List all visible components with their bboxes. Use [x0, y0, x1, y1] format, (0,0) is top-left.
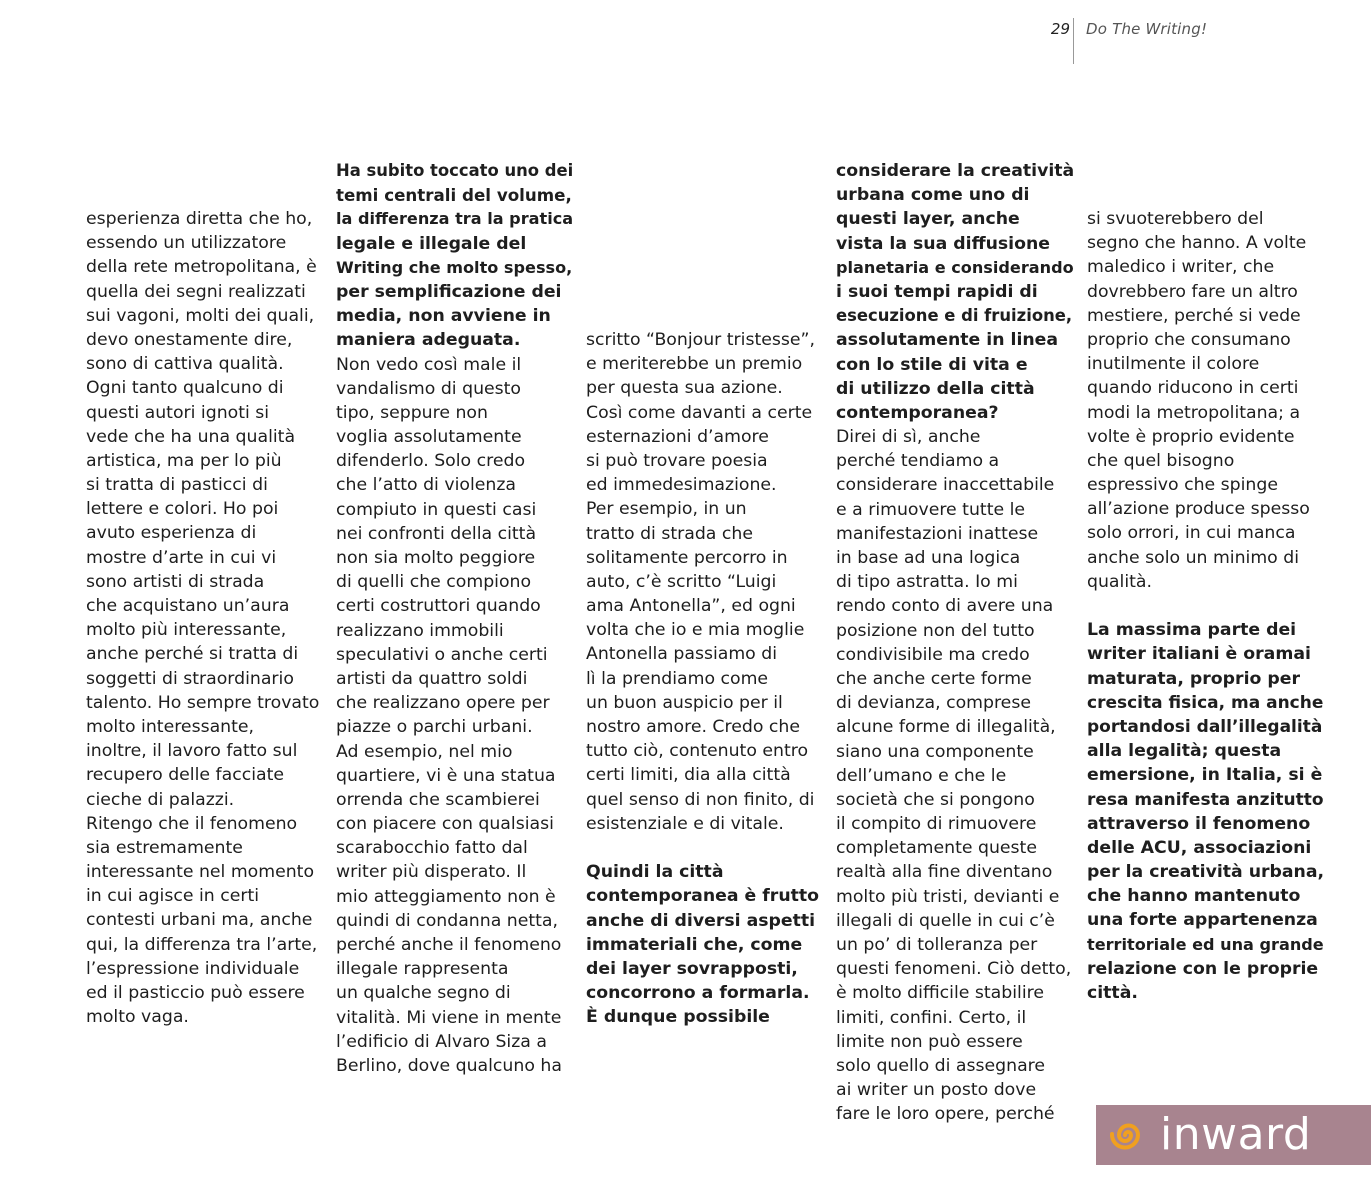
text-line: soggetti di straordinario — [86, 668, 294, 689]
running-title: Do The Writing! — [1086, 20, 1208, 38]
text-line: Berlino, dove qualcuno ha — [336, 1055, 562, 1076]
text-column-3 — [586, 328, 818, 1029]
text-line: Direi di sì, anche — [836, 427, 981, 448]
text-line: inutilmente il colore — [1087, 354, 1260, 375]
text-line: cieche di palazzi. — [86, 789, 235, 810]
text-line: modi la metropolitana; a — [1087, 402, 1301, 423]
header-divider — [1073, 18, 1074, 64]
text-line: Ogni tanto qualcuno di — [86, 378, 284, 399]
text-line: ai writer un posto dove — [836, 1080, 1037, 1101]
text-line: si svuoterebbero del — [1087, 209, 1264, 229]
text-line: molto interessante, — [86, 716, 255, 737]
bold-text-line: concorrono a formarla. — [586, 983, 810, 1004]
text-line: scarabocchio fatto dal — [336, 838, 528, 859]
text-line: non sia molto peggiore — [336, 548, 536, 568]
text-line: mestiere, perché si vede — [1087, 305, 1301, 326]
bold-text-line: legale e illegale del — [336, 233, 527, 254]
text-line: alcune forme di illegalità, — [836, 717, 1056, 738]
text-line: in cui agisce in certi — [86, 886, 260, 907]
text-line: perché tendiamo a — [836, 451, 1000, 472]
bold-text-line: territoriale ed una grande — [1087, 934, 1324, 954]
text-line: molto vaga. — [86, 1007, 189, 1028]
text-line: mostre d’arte in cui vi — [86, 547, 277, 568]
text-line: artisti da quattro soldi — [336, 668, 528, 689]
text-column-5 — [1087, 207, 1325, 1005]
text-line: sono di cattiva qualità. — [86, 354, 284, 375]
text-line: talento. Ho sempre trovato — [86, 692, 320, 713]
bold-text-line: writer italiani è oramai — [1087, 644, 1311, 665]
text-line: società che si pongono — [836, 789, 1035, 810]
text-line: l’espressione individuale — [86, 958, 300, 979]
text-line: interessante nel momento — [86, 862, 315, 883]
text-line: considerare inaccettabile — [836, 475, 1055, 496]
text-line: completamente queste — [836, 838, 1037, 859]
text-line: questi fenomeni. Ciò detto, — [836, 959, 1072, 980]
text-line: recupero delle facciate — [86, 765, 285, 786]
text-line: piazze o parchi urbani. — [336, 717, 533, 738]
text-line: ed il pasticcio può essere — [86, 983, 305, 1003]
bold-text-line: portandosi dall’illegalità — [1087, 716, 1323, 737]
text-line: illegale rappresenta — [336, 959, 509, 980]
text-line: ama Antonella”, ed ogni — [586, 596, 796, 617]
text-line: posizione non del tutto — [836, 620, 1035, 641]
text-line: volte è proprio evidente — [1087, 426, 1295, 447]
bold-text-line: per semplificazione dei — [336, 281, 562, 302]
text-line: il compito di rimuovere — [836, 814, 1037, 835]
text-line: contesti urbani ma, anche — [86, 910, 313, 931]
text-line: di devianza, comprese — [836, 693, 1031, 714]
text-line: volta che io e mia moglie — [586, 620, 805, 641]
bold-text-line: questi layer, anche — [836, 209, 1020, 230]
bold-text-line: che hanno mantenuto — [1087, 886, 1301, 907]
bold-text-line: media, non avviene in — [336, 306, 551, 327]
text-line: per questa sua azione. — [586, 378, 783, 399]
text-line: illegali di quelle in cui c’è — [836, 910, 1055, 931]
text-line: siano una componente — [836, 741, 1034, 762]
text-line: dovrebbero fare un altro — [1087, 281, 1298, 302]
text-line: anche solo un minimo di — [1087, 547, 1300, 568]
text-line: certi costruttori quando — [336, 596, 541, 617]
text-line: che acquistano un’aura — [86, 596, 290, 616]
bold-text-line: con lo stile di vita e — [836, 354, 1028, 375]
text-line: si tratta di pasticci di — [86, 475, 268, 496]
inward-logo — [1096, 1105, 1371, 1165]
text-line: anche perché si tratta di — [86, 644, 299, 665]
text-line: limite non può essere — [836, 1031, 1023, 1052]
text-column-1 — [86, 207, 318, 1029]
bold-text-line: anche di diversi aspetti — [586, 910, 816, 931]
paragraph-gap — [586, 836, 818, 860]
text-line: nei confronti della città — [336, 523, 537, 544]
text-line: all’azione produce spesso — [1087, 499, 1310, 520]
text-column-2 — [336, 159, 574, 1078]
text-line: avuto esperienza di — [86, 523, 257, 544]
text-line: solo orrori, in cui manca — [1087, 523, 1296, 544]
text-line: è molto difficile stabilire — [836, 983, 1044, 1004]
bold-text-line: di utilizzo della città — [836, 378, 1035, 399]
bold-text-line: alla legalità; questa — [1087, 741, 1282, 762]
text-line: quando riducono in certi — [1087, 378, 1299, 399]
bold-text-line: città. — [1087, 983, 1138, 1003]
bold-text-line: la differenza tra la pratica — [336, 209, 574, 229]
text-line: esternazioni d’amore — [586, 426, 769, 447]
text-line: limiti, confini. Certo, il — [836, 1007, 1027, 1028]
text-line: realizzano immobili — [336, 620, 504, 641]
text-line: della rete metropolitana, è — [86, 257, 317, 278]
text-line: Ritengo che il fenomeno — [86, 813, 298, 834]
text-line: che quel bisogno — [1087, 450, 1235, 471]
bold-text-line: Quindi la città — [586, 862, 724, 883]
text-line: di tipo astratta. Io mi — [836, 572, 1018, 593]
text-line: rendo conto di avere una — [836, 596, 1054, 617]
text-line: lettere e colori. Ho poi — [86, 499, 279, 520]
text-line: Ad esempio, nel mio — [336, 741, 513, 762]
text-line: tutto ciò, contenuto entro — [586, 741, 809, 762]
bold-text-line: temi centrali del volume, — [336, 185, 572, 206]
text-line: speculativi o anche certi — [336, 644, 548, 665]
bold-text-line: contemporanea è frutto — [586, 886, 820, 907]
bold-text-line: una forte appartenenza — [1087, 910, 1318, 931]
text-line: e a rimuovere tutte le — [836, 499, 1026, 520]
bold-text-line: i suoi tempi rapidi di — [836, 281, 1038, 302]
bold-text-line: La massima parte dei — [1087, 620, 1297, 641]
text-line: auto, c’è scritto “Luigi — [586, 571, 777, 592]
text-line: molto più tristi, devianti e — [836, 886, 1060, 907]
text-line: solo quello di assegnare — [836, 1055, 1046, 1076]
bold-text-line: dei layer sovrapposti, — [586, 958, 798, 979]
text-line: vede che ha una qualità — [86, 426, 296, 447]
page-number: 29 — [1050, 20, 1070, 38]
bold-text-line: È dunque possibile — [586, 1007, 770, 1028]
paragraph-gap — [1087, 594, 1319, 618]
text-line: sui vagoni, molti dei quali, — [86, 305, 315, 326]
bold-text-line: emersione, in Italia, si è — [1087, 765, 1323, 786]
text-line: questi autori ignoti si — [86, 402, 270, 423]
text-line: tipo, seppure non — [336, 402, 488, 423]
text-line: espressivo che spinge — [1087, 475, 1278, 496]
text-line: che anche certe forme — [836, 668, 1032, 689]
bold-text-line: maturata, proprio per — [1087, 668, 1301, 689]
text-line: essendo un utilizzatore — [86, 233, 287, 254]
text-line: artistica, ma per lo più — [86, 450, 282, 471]
text-line: un buon auspicio per il — [586, 692, 783, 713]
text-line: che realizzano opere per — [336, 693, 550, 714]
bold-text-line: considerare la creatività — [836, 161, 1075, 181]
bold-text-line: vista la sua diffusione — [836, 233, 1050, 254]
text-line: perché anche il fenomeno — [336, 935, 562, 955]
text-line: dell’umano e che le — [836, 765, 1007, 786]
text-line: quella dei segni realizzati — [86, 281, 306, 302]
text-line: orrenda che scambierei — [336, 789, 540, 810]
bold-text-line: immateriali che, come — [586, 934, 803, 955]
text-line: solitamente percorro in — [586, 547, 788, 568]
text-line: l’edificio di Alvaro Siza a — [336, 1031, 547, 1052]
bold-text-line: attraverso il fenomeno — [1087, 813, 1311, 834]
text-line: Così come davanti a certe — [586, 402, 813, 423]
text-line: scritto “Bonjour tristesse”, — [586, 330, 815, 350]
bold-text-line: delle ACU, associazioni — [1087, 837, 1312, 858]
text-line: compiuto in questi casi — [336, 499, 537, 520]
text-column-4 — [836, 159, 1075, 1127]
text-line: voglia assolutamente — [336, 427, 522, 448]
text-line: vandalismo di questo — [336, 378, 522, 399]
text-line: esperienza diretta che ho, — [86, 209, 313, 229]
text-line: inoltre, il lavoro fatto sul — [86, 741, 298, 762]
bold-text-line: assolutamente in linea — [836, 330, 1059, 351]
text-line: vitalità. Mi viene in mente — [336, 1007, 562, 1028]
bold-text-line: crescita fisica, ma anche — [1087, 692, 1324, 713]
text-line: maledico i writer, che — [1087, 257, 1275, 278]
text-line: tratto di strada che — [586, 523, 753, 544]
text-line: nostro amore. Credo che — [586, 717, 800, 737]
text-line: con piacere con qualsiasi — [336, 814, 554, 835]
bold-text-line: contemporanea? — [836, 402, 999, 423]
bold-text-line: planetaria e considerando — [836, 257, 1074, 277]
text-line: mio atteggiamento non è — [336, 886, 556, 907]
text-line: manifestazioni inattese — [836, 523, 1039, 544]
spiral-icon — [1108, 1115, 1148, 1155]
text-line: realtà alla fine diventano — [836, 862, 1053, 883]
text-line: Per esempio, in un — [586, 499, 747, 520]
text-line: qui, la differenza tra l’arte, — [86, 934, 318, 955]
text-line: molto più interessante, — [86, 620, 287, 641]
text-line: sia estremamente — [86, 837, 243, 858]
text-line: difenderlo. Solo credo — [336, 451, 526, 472]
text-line: Antonella passiamo di — [586, 644, 778, 665]
text-line: condivisibile ma credo — [836, 644, 1030, 665]
text-line: quindi di condanna netta, — [336, 910, 558, 931]
text-line: lì la prendiamo come — [586, 668, 769, 689]
bold-text-line: relazione con le proprie — [1087, 958, 1319, 979]
text-line: un qualche segno di — [336, 983, 511, 1004]
bold-text-line: maniera adeguata. — [336, 330, 521, 351]
text-line: quartiere, vi è una statua — [336, 765, 556, 786]
text-line: di quelli che compiono — [336, 572, 532, 593]
text-line: esistenziale e di vitale. — [586, 813, 784, 834]
text-line: certi limiti, dia alla città — [586, 765, 791, 786]
bold-text-line: esecuzione e di fruizione, — [836, 306, 1073, 326]
text-line: Non vedo così male il — [336, 354, 522, 375]
text-line: fare le loro opere, perché — [836, 1104, 1055, 1125]
text-line: segno che hanno. A volte — [1087, 233, 1307, 254]
text-line: un po’ di tolleranza per — [836, 935, 1038, 955]
bold-text-line: Writing che molto spesso, — [336, 257, 573, 277]
text-line: ed immedesimazione. — [586, 475, 777, 496]
bold-text-line: per la creatività urbana, — [1087, 862, 1325, 883]
text-line: quel senso di non finito, di — [586, 789, 815, 810]
text-line: writer più disperato. Il — [336, 862, 527, 883]
text-line: sono artisti di strada — [86, 571, 265, 592]
text-line: proprio che consumano — [1087, 329, 1291, 350]
text-line: in base ad una logica — [836, 548, 1021, 568]
text-line: e meriterebbe un premio — [586, 354, 803, 375]
text-line: qualità. — [1087, 571, 1152, 592]
bold-text-line: urbana come uno di — [836, 185, 1030, 206]
text-line: devo onestamente dire, — [86, 329, 293, 350]
text-line: si può trovare poesia — [586, 450, 768, 471]
bold-text-line: resa manifesta anzitutto — [1087, 789, 1324, 810]
bold-text-line: Ha subito toccato uno dei — [336, 161, 574, 180]
logo-wordmark: inward — [1160, 1109, 1312, 1160]
text-line: che l’atto di violenza — [336, 475, 516, 496]
